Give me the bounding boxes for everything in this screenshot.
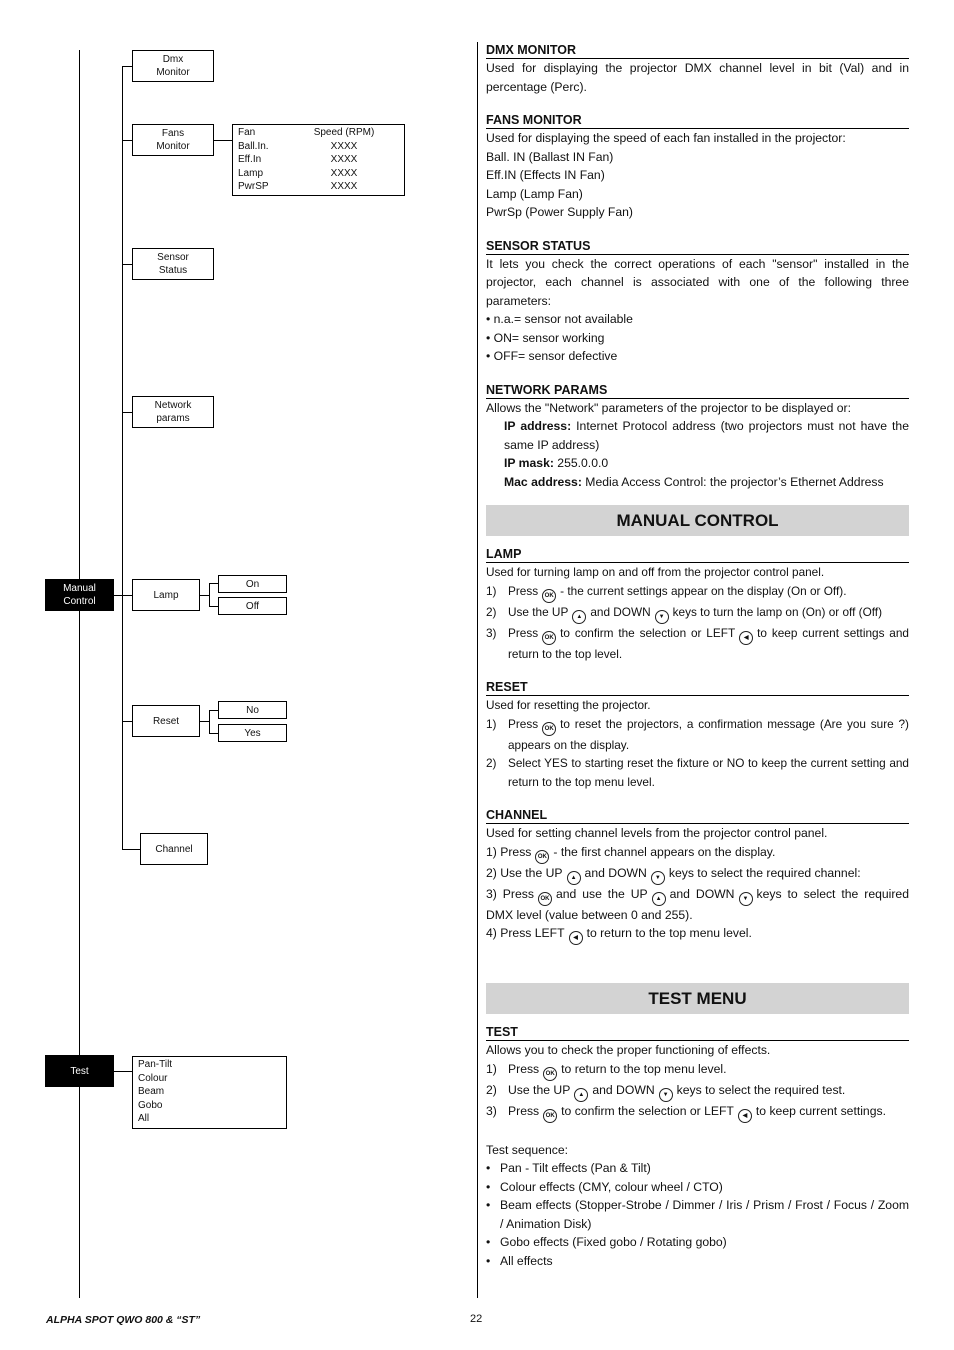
dmx-monitor-node[interactable]: Dmx Monitor — [132, 50, 214, 82]
section-title: FANS MONITOR — [486, 112, 909, 129]
tree-spine-line — [79, 50, 80, 1298]
left-key-icon: ◀ — [569, 931, 583, 945]
section-title: NETWORK PARAMS — [486, 382, 909, 399]
list-item: • Gobo effects (Fixed gobo / Rotating gobo) — [486, 1235, 727, 1249]
list-item: • Beam effects (Stopper-Strobe / Dimmer / Iris / Prism / Frost / Focus / Zoom / Animation Disk) — [486, 1198, 909, 1231]
test-node[interactable]: Test — [45, 1055, 114, 1087]
list-item: • Pan - Tilt effects (Pan & Tilt) — [486, 1161, 651, 1175]
test-item[interactable]: All — [138, 1113, 150, 1124]
section-title: LAMP — [486, 546, 909, 563]
fans-table-row: Eff.In XXXX — [238, 154, 358, 165]
up-key-icon: ▲ — [574, 1088, 588, 1102]
fans-speed-table — [232, 124, 405, 196]
footer-product-name: ALPHA SPOT QWO 800 & “ST” — [46, 1314, 201, 1326]
page-number: 22 — [470, 1313, 483, 1325]
lamp-on-option[interactable]: On — [218, 575, 287, 593]
up-key-icon: ▲ — [572, 610, 586, 624]
network-params-node[interactable]: Network params — [132, 396, 214, 428]
reset-node[interactable]: Reset — [132, 705, 200, 737]
lamp-off-option[interactable]: Off — [218, 597, 287, 615]
channel-node[interactable]: Channel — [140, 833, 208, 865]
section-title: SENSOR STATUS — [486, 238, 909, 255]
up-key-icon: ▲ — [652, 892, 666, 906]
test-section: TEST Allows you to check the proper functioning of effects. 1) Press OK to return to the top menu level. 2) Use the UP ▲ and DOWN ▼ keys to select the required test. 3) Press OK to confirm the selection or LEFT ◀ to keep current settings. Test sequence: • Pan - Tilt effects (Pan & Tilt) • Colour effects (CMY, colour wheel / CTO) • Beam effects (Stopper-Strobe / Dimmer / Iris / Prism / Frost / Focus / Zoom / Animation Disk) • Gobo effects (Fixed gobo / Rotating gobo) • All effects — [486, 1024, 909, 1270]
fans-table-header: Fan Speed (RPM) — [238, 127, 375, 138]
down-key-icon: ▼ — [655, 610, 669, 624]
manual-control-node[interactable]: Manual Control — [45, 579, 114, 611]
down-key-icon: ▼ — [739, 892, 753, 906]
left-key-icon: ◀ — [739, 631, 753, 645]
ok-key-icon: OK — [538, 892, 552, 906]
reset-section: RESET Used for resetting the projector. 1) Press OK to reset the projectors, a confirmation message (Are you sure ?) appears on the display. 2) Select YES to starting reset the fixture or NO to keep the current setting and return to the top menu level. — [486, 680, 909, 789]
ok-key-icon: OK — [542, 631, 556, 645]
fans-monitor-section: FANS MONITOR Used for displaying the speed of each fan installed in the projector: Ball. IN (Ballast IN Fan) Eff.IN (Effects IN Fan) Lamp (Lamp Fan) PwrSp (Power Supply Fan) — [486, 112, 909, 222]
section-title: RESET — [486, 679, 909, 696]
section-title: CHANNEL — [486, 807, 909, 824]
list-item: • All effects — [486, 1253, 553, 1268]
test-item[interactable]: Gobo — [138, 1099, 163, 1111]
reset-no-option[interactable]: No — [218, 701, 287, 719]
section-title: DMX MONITOR — [486, 42, 909, 59]
sensor-status-node[interactable]: Sensor Status — [132, 248, 214, 280]
lamp-node[interactable]: Lamp — [132, 579, 200, 611]
network-params-section: NETWORK PARAMS Allows the "Network" parameters of the projector to be displayed or: IP address: Internet Protocol address (two projectors must not have the same IP address) IP mask: 255.0.0.0 Mac address: Media Access Control: the projector’s Ethernet Address — [486, 382, 909, 489]
test-menu-banner: TEST MENU — [486, 983, 909, 1014]
manual-control-banner: MANUAL CONTROL — [486, 505, 909, 536]
dmx-monitor-section: DMX MONITOR Used for displaying the projector DMX channel level in bit (Val) and in percentage (Perc). — [486, 43, 909, 94]
fans-table-row: Ball.In. XXXX — [238, 140, 358, 152]
lamp-section: LAMP Used for turning lamp on and off from the projector control panel. 1) Press OK - the current settings appear on the display (On or Off). 2) Use the UP ▲ and DOWN ▼ keys to turn the lamp on (On) or off (Off) 3) Press OK to confirm the selection or LEFT ◀ to keep current settings and return to the top level. — [486, 547, 909, 661]
ok-key-icon: OK — [542, 722, 556, 736]
fans-monitor-node[interactable]: Fans Monitor — [132, 124, 214, 156]
ok-key-icon: OK — [535, 850, 549, 864]
column-divider — [477, 42, 478, 1298]
fans-table-row: Lamp XXXX — [238, 167, 358, 179]
description-column — [486, 42, 909, 1286]
section-title: TEST — [486, 1024, 909, 1041]
channel-section: CHANNEL Used for setting channel levels from the projector control panel. 1) Press OK - the first channel appears on the display. 2) Use the UP ▲ and DOWN ▼ keys to select the required channel: 3) Press OK and use the UP ▲ and DOWN ▼ keys to select the required DMX level (value between 0 and 255). 4) Press LEFT ◀ to return to the top menu level. — [486, 807, 909, 945]
sensor-status-section: SENSOR STATUS It lets you check the correct operations of each "sensor" installed in the projector, each channel is associated with one of the following three parameters: • n.a.= sensor not available • ON= sensor working • OFF= sensor defective — [486, 238, 909, 363]
up-key-icon: ▲ — [567, 871, 581, 885]
list-item: • Colour effects (CMY, colour wheel / CTO) — [486, 1179, 723, 1194]
ok-key-icon: OK — [543, 1109, 557, 1123]
test-item[interactable]: Pan-Tilt — [138, 1059, 173, 1070]
reset-yes-option[interactable]: Yes — [218, 724, 287, 742]
test-item[interactable]: Beam — [138, 1086, 165, 1097]
left-key-icon: ◀ — [738, 1109, 752, 1123]
down-key-icon: ▼ — [651, 871, 665, 885]
ok-key-icon: OK — [542, 589, 556, 603]
ok-key-icon: OK — [543, 1067, 557, 1081]
down-key-icon: ▼ — [659, 1088, 673, 1102]
test-item[interactable]: Colour — [138, 1072, 168, 1084]
tree-branch-line — [122, 66, 123, 850]
fans-table-row: PwrSP XXXX — [238, 181, 358, 192]
test-items-list — [132, 1056, 287, 1129]
